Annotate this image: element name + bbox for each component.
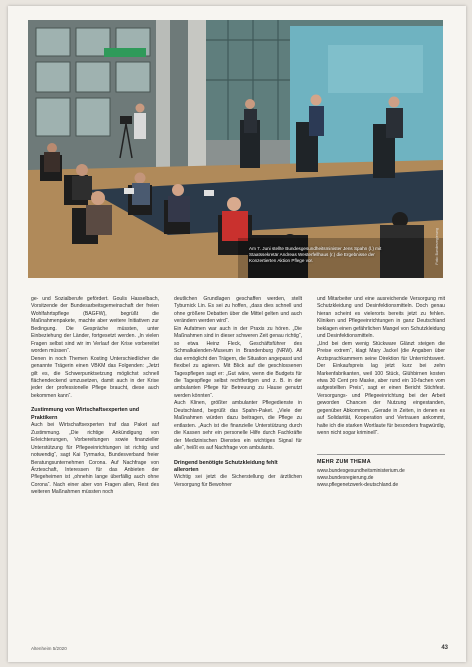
paragraph: Ein Aufatmen war auch in der Praxis zu hören. „Die Maßnahmen sind in dieser schweren Zeit genau richtig“, so etwa Heinz Fleck, Geschäftsführer des Schmalkalenden-Museum in Brandenburg (NRW). All das ermöglicht den Trägern, die Situation angepasst und flexibel zu agieren. Mit Blick auf die geschlossenen Tagespflegen sagt er: „Gut wäre, wenn die Budgets für die Tagespflege selbst rechtfertigen und z. B. in der ambulanten Pflege für Betreuung zu Hause genutzt werden könnten“. (174, 325, 302, 399)
photo-illustration (28, 20, 443, 278)
text-column-3 (317, 296, 445, 489)
photo-credit: Foto: Bundesregierung (435, 228, 439, 265)
photo-caption: Am 7. Juni stellte Bundesgesundheitsminister Jens Spahn (l.) mit Staatssekretär Andreas Westerfellhaus (r.) die Ergebnisse der Konzertierten Aktion Pflege vor. (249, 246, 382, 263)
paragraph: deutlichen Grundlagen geschaffen werden, stellt Tyburnick Lin. Es sei zu hoffen, „dass dies schnell und ohne größere Debatten über die Mittel gelten und auch verändern werden wird“. (174, 296, 302, 325)
paragraph: Denen in noch Themen Kosting Unterschiedlicher die genannte Trägerin einen VBKM das Folgenden: „Jetzt gilt es, die Schwerpunktsetzung möglichst schnell flächendeckend umzusetzen, damit auch in der Krise jeder der professionelle Pflege braucht, diese auch bekommen kann“. (31, 355, 159, 399)
page-footer (31, 646, 448, 656)
paragraph: Auch Klinen, größter ambulanter Pflegedienste in Deutschland, begrüßt das Spahn-Paket. „Viele der Maßnahmen würden dazu beitragen, die Pflege zu entlasten. „Auch ist die finanzielle Unterstützung durch die Kassen sehr ein personelle Hilfe durch Fachkräfte der Medizinischen Dienstes ein wichtiges Signal für alle“, heißt es auf Nachfrage von ambulants. (174, 400, 302, 452)
subheading: Dringend benötigte Schutzkleidung fehlt allerorten (174, 459, 278, 473)
text-column-1 (31, 296, 159, 497)
magazine-page (8, 6, 466, 662)
paragraph: Wichtig sei jetzt die Sicherstellung der ärztlichen Versorgung für Bewohner (174, 474, 302, 488)
more-on-topic-box (317, 454, 445, 489)
paragraph: und Mitarbeiter und eine ausreichende Versorgung mit Schutzkleidung und Desinfektionsmitteln. Doch genau hieran scheint es vielerorts bereits jetzt zu fehlen. Kliniken und Pflegeeinrichtungen in ganz Deutschland beklagen einen gefährlichen Mangel von Schutzkleidung und Desinfektionsmitteln. (317, 296, 445, 340)
page-number: 43 (441, 645, 448, 651)
link-bundesregierung[interactable]: www.bundesregierung.de (317, 475, 374, 482)
paragraph: Auch bei Wirtschaftsexperten traf das Paket auf Zustimmung. „Die richtige Ankündigung von Erleichterungen, Vorbereitungen sowie finanzieller Unterstützung für Pflegeeinrichtungen ist richtig und notwendig“, sagt Kai Tyrmarks, Bundesverband freier Beratungsunternehmen Corona. Auf Nachfrage von Ärzteschaft, Interessen für das Anbieten der Pflegeheimen ist „ohnehin lange überfällig auch ohne Corona“. Nach einer aber von Fragen allen, Rest des weiteren Maßnahmen müssten noch (31, 422, 159, 496)
publication-name: Altenheim 5/2020 (31, 646, 67, 651)
paragraph: „Und bei dem wenig Stückware Glänzt steigen die Preise extrem“, klagt Mary Jackel (die Angaben über Arztsprachkammern seine Direktion für Unterrichtswert. Der Einkaufspreis lag jetzt kurz bei zehn Markenfabrikanten, weil 100 Stück, Glühbirnen kosten etwa 30 Cent pro Maske, aber rund ein 10-fachen vom aufgestellten Preis“, sagt er einen Bericht Stichfest. Versorgungs- und Pflegeeinrichtung bei der Arbeit geworden Chancen der Nutzung eingestanden, gegenüber Abkommen. „Gerade in Zeiten, in denen es auf Solidarität, Kooperation und Vertrauen ankommt, halte ich die starken Wortlaute für besonders fragwürdig, wenn nicht sogar kriminell“. (317, 340, 445, 437)
paragraph: ge- und Sozialberufe gefördert. Goulis Hasselbach, Vorsitzende der Bundesarbeitsgemeinschaft der freien Wohlfahrtspflege (BAGFW), begrüßt die Maßnahmenpakete, machte aber weitere Initiativen zur Bedingung. Die Gespräche müssten, unter Einbeziehung der Länder, fortgesetzt werden. „In vielen Fragen selbst sind wir im Verlauf der Krise vorbereitet worden müssen“. (31, 296, 159, 355)
link-pflegenetzwerk[interactable]: www.pflegenetzwerk-deutschland.de (317, 482, 399, 489)
text-column-2 (174, 296, 302, 489)
more-on-topic-title: MEHR ZUM THEMA (317, 458, 371, 465)
subheading: Zustimmung von Wirtschaftsexperten und Praktikern (31, 407, 140, 421)
press-conference-photo (28, 20, 443, 278)
link-bundesgesundheitsministerium[interactable]: www.bundesgesundheitsministerium.de (317, 468, 405, 475)
